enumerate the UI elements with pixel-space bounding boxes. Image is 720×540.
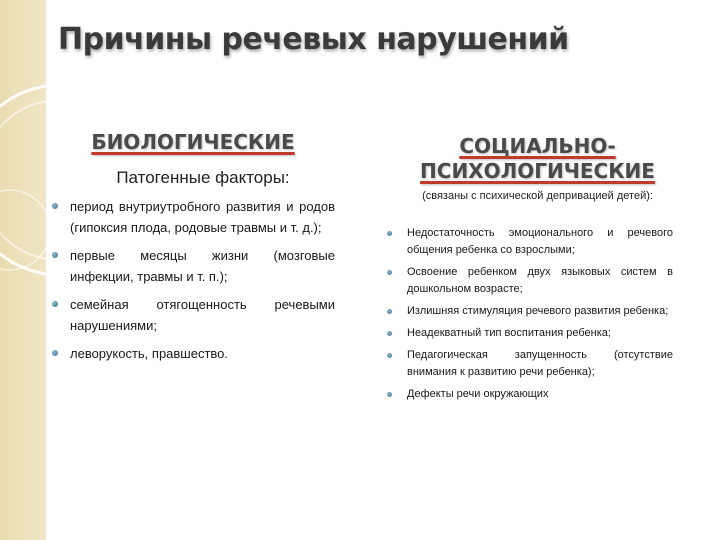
biological-heading: БИОЛОГИЧЕСКИЕ	[91, 130, 295, 154]
decorative-left-band	[0, 0, 46, 540]
list-item-text: Излишняя стимуляция речевого развития ребенка;	[407, 305, 669, 317]
list-item	[407, 225, 673, 259]
bullet-icon	[387, 309, 392, 314]
list-item	[70, 294, 335, 336]
list-item-text: Педагогическая запущенность (отсутствие внимания к развитию речи ребенка);	[407, 349, 673, 378]
social-heading: СОЦИАЛЬНО-ПСИХОЛОГИЧЕСКИЕ	[420, 134, 655, 183]
list-item	[407, 264, 673, 298]
list-item-text: леворукость, правшество.	[70, 346, 229, 361]
bullet-icon	[52, 252, 58, 258]
list-item	[407, 386, 673, 403]
list-item	[70, 245, 335, 287]
bullet-icon	[387, 353, 392, 358]
bullet-icon	[387, 270, 392, 275]
bullet-icon	[387, 231, 392, 236]
list-item-text: Недостаточность эмоционального и речевого общения ребенка со взрослыми;	[407, 227, 673, 256]
list-item-text: семейная отягощенность речевыми нарушениями;	[70, 297, 335, 333]
list-item-text: первые месяцы жизни (мозговые инфекции, травмы и т. п.);	[70, 248, 335, 284]
list-item-text: Неадекватный тип воспитания ребенка;	[407, 327, 611, 339]
bullet-icon	[387, 392, 392, 397]
biological-subheading: Патогенные факторы:	[116, 168, 290, 187]
list-item	[407, 325, 673, 342]
list-item	[70, 343, 335, 364]
bullet-icon	[387, 331, 392, 336]
social-list	[407, 225, 673, 408]
list-item-text: Освоение ребенком двух языковых систем в дошкольном возрасте;	[407, 266, 673, 295]
biological-list	[70, 196, 335, 371]
list-item	[70, 196, 335, 238]
bullet-icon	[52, 203, 58, 209]
bullet-icon	[52, 301, 58, 307]
list-item	[407, 347, 673, 381]
list-item	[407, 303, 673, 320]
bullet-icon	[52, 350, 58, 356]
page-title: Причины речевых нарушений	[58, 22, 569, 57]
list-item-text: Дефекты речи окружающих	[407, 388, 549, 400]
social-note: (связаны с психической депривацией детей):	[422, 190, 653, 202]
list-item-text: период внутриутробного развития и родов (гипоксия плода, родовые травмы и т. д.);	[70, 199, 335, 235]
